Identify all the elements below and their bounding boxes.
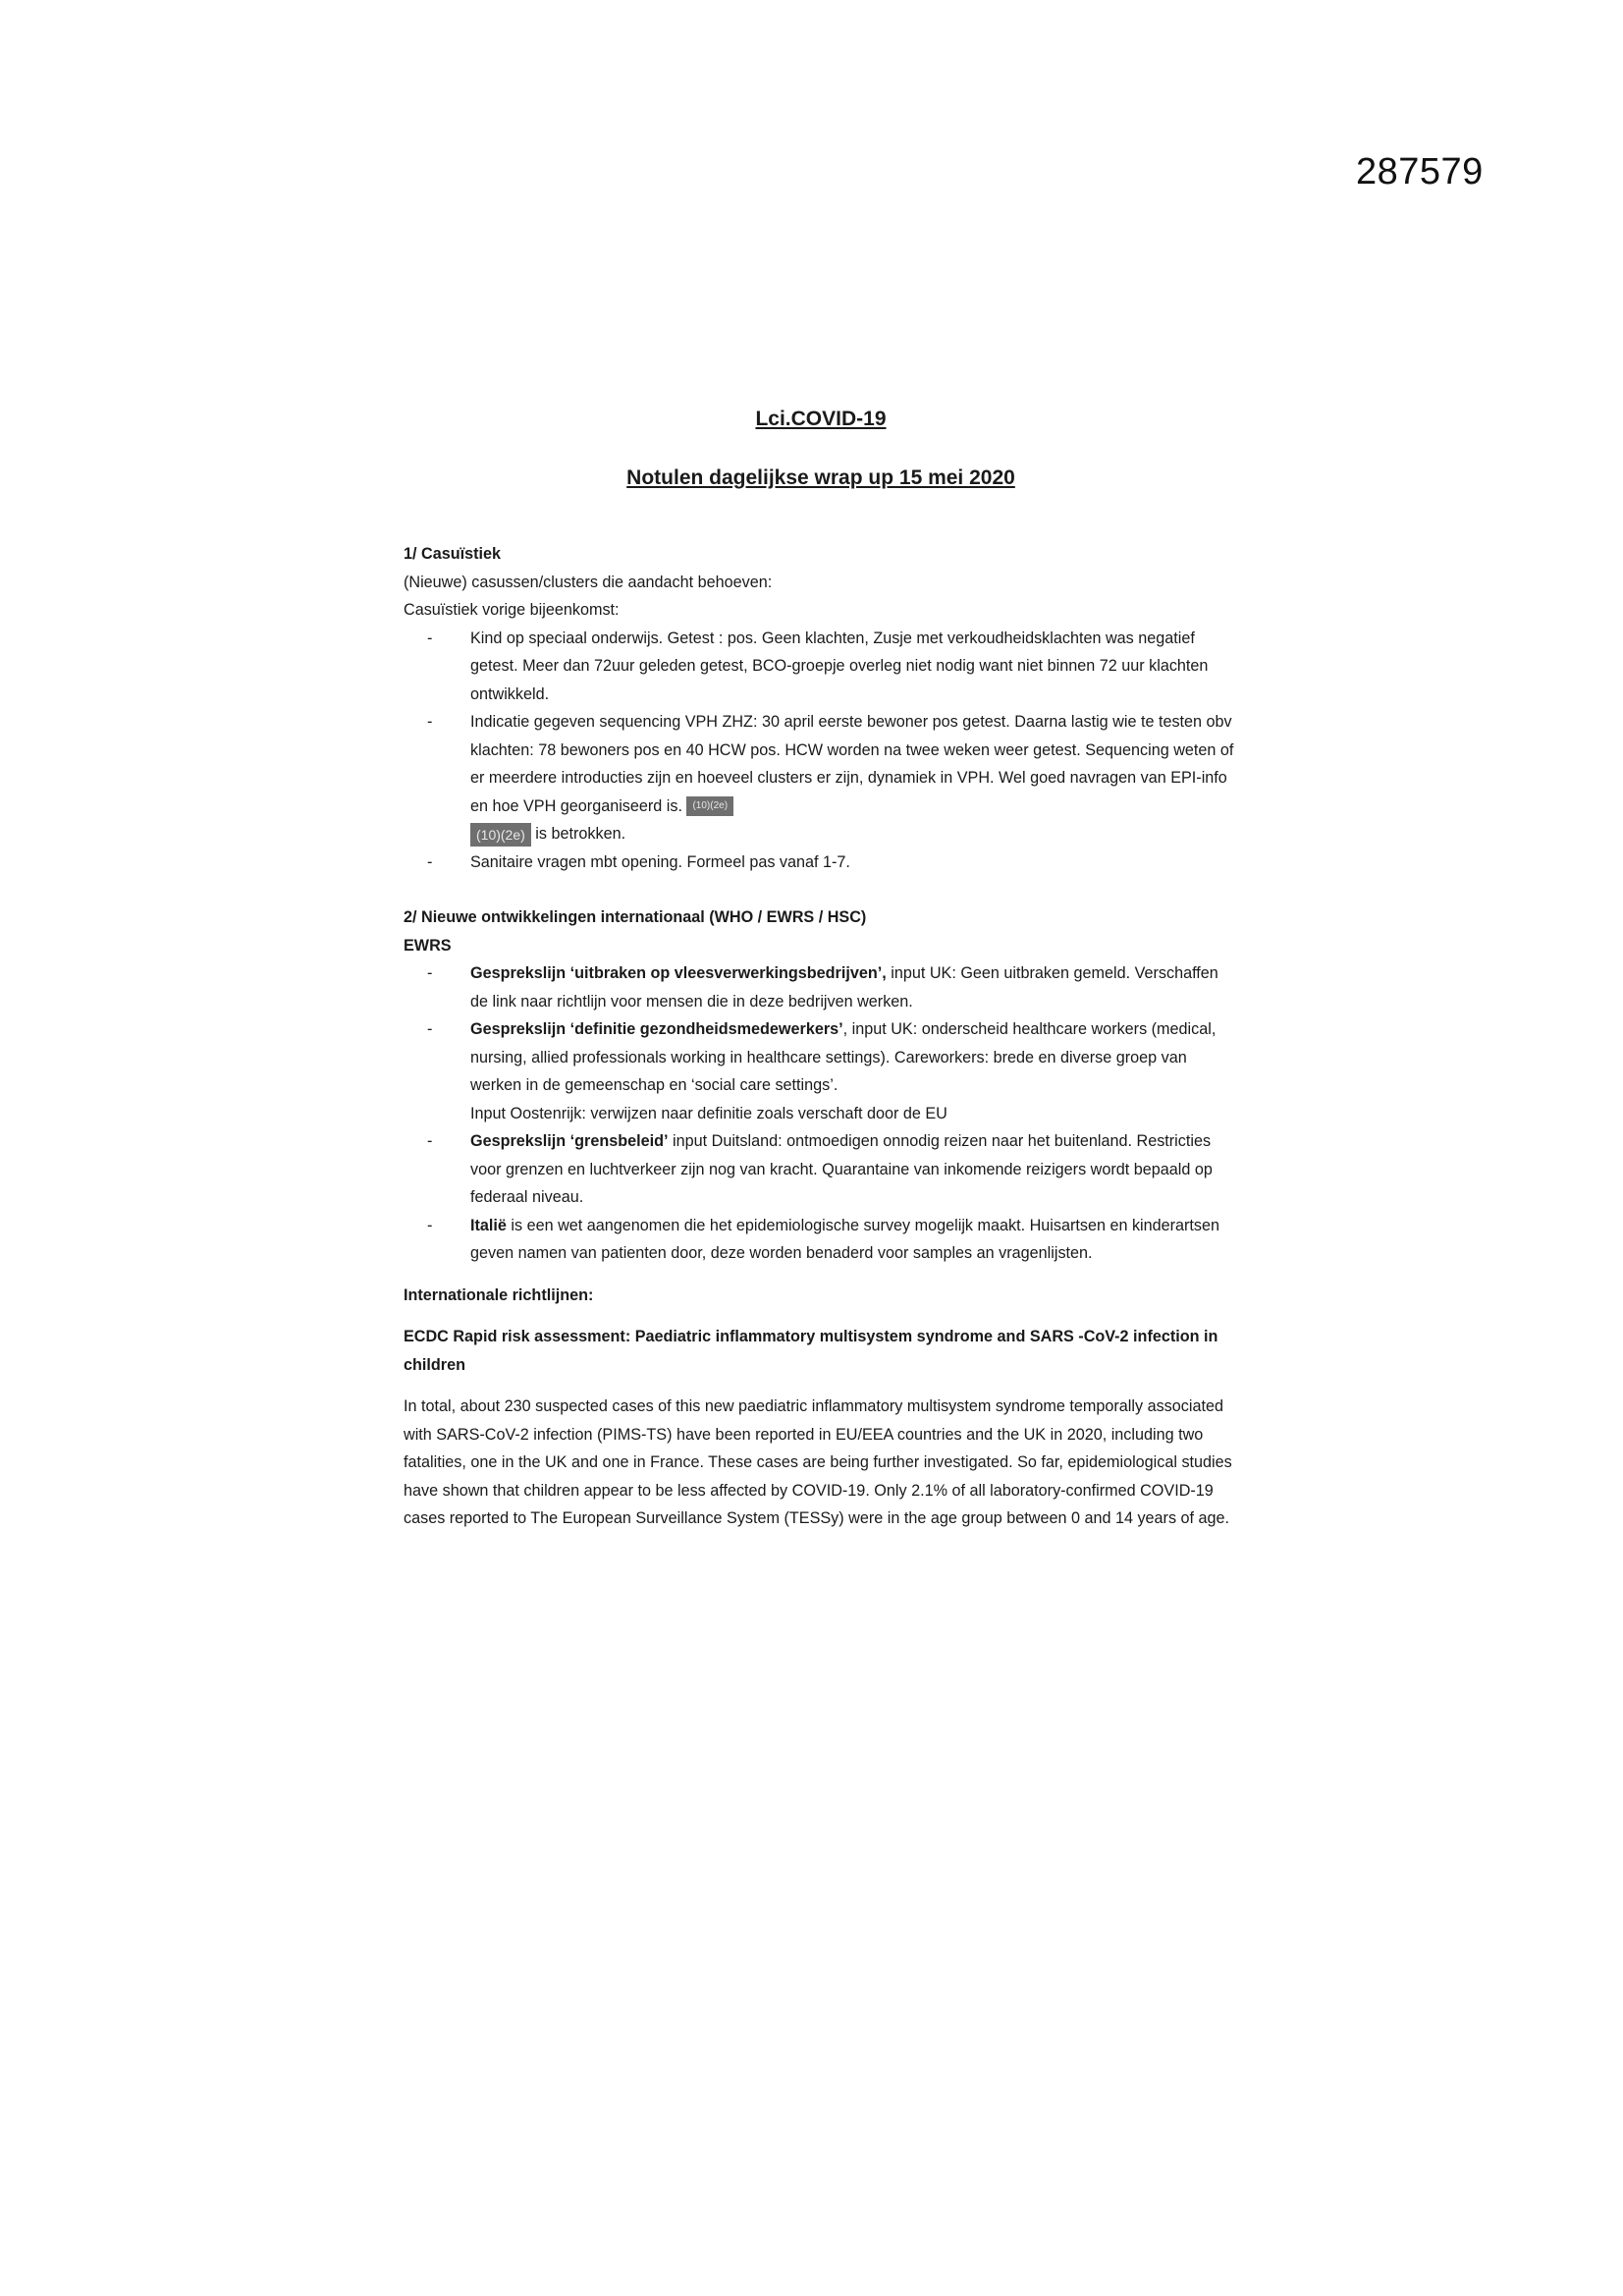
section-casuistiek <box>404 540 1238 876</box>
list-item: - Sanitaire vragen mbt opening. Formeel pas vanaf 1-7. <box>427 848 1238 877</box>
section-heading: 1/ Casuïstiek <box>404 545 501 563</box>
paragraph: (Nieuwe) casussen/clusters die aandacht behoeven: <box>404 573 773 591</box>
redaction-box: (10)(2e) <box>686 796 733 816</box>
case-list <box>404 625 1238 877</box>
list-item: - Gesprekslijn ‘grensbeleid’ input Duitsland: ontmoedigen onnodig reizen naar het buitenland. Restricties voor grenzen en luchtverkeer zijn nog van kracht. Quarantaine van inkomende reizigers wordt bepaald op federaal niveau. <box>427 1127 1238 1212</box>
subsection-heading: EWRS <box>404 936 452 955</box>
list-item: - Indicatie gegeven sequencing VPH ZHZ: 30 april eerste bewoner pos getest. Daarna lastig wie te testen obv klachten: 78 bewoners pos en 40 HCW pos. HCW worden na twee weken weer getest. Sequencing weten of er meerdere introducties zijn en hoeveel clusters er zijn, dynamiek in VPH. Wel goed navragen van EPI-info en hoe VPH georganiseerd is. (10)(2e) (10)(2e) is betrokken. <box>427 708 1238 848</box>
document-id-number: 287579 <box>1356 151 1484 192</box>
ewrs-list <box>404 959 1238 1268</box>
document-subtitle: Notulen dagelijkse wrap up 15 mei 2020 <box>626 466 1015 489</box>
list-item: - Gesprekslijn ‘uitbraken op vleesverwerkingsbedrijven’, input UK: Geen uitbraken gemeld. Verschaffen de link naar richtlijn voor mensen die in deze bedrijven werken. <box>427 959 1238 1015</box>
section-internationaal <box>404 903 1238 1533</box>
document-title: Lci.COVID-19 <box>755 408 887 430</box>
paragraph: Casuïstiek vorige bijeenkomst: <box>404 601 620 619</box>
ecdc-paragraph: In total, about 230 suspected cases of this new paediatric inflammatory multisystem syndrome temporally associated with SARS-CoV-2 infection (PIMS-TS) have been reported in EU/EEA countries and the UK in 2020, including two fatalities, one in the UK and one in France. These cases are being further investigated. So far, epidemiological studies have shown that children appear to be less affected by COVID-19. Only 2.1% of all laboratory-confirmed COVID-19 cases reported to The European Surveillance System (TESSy) were in the age group between 0 and 14 years of age. <box>404 1397 1232 1527</box>
document-body <box>404 403 1238 1533</box>
ecdc-heading: ECDC Rapid risk assessment: Paediatric inflammatory multisystem syndrome and SARS -CoV-2 infection in children <box>404 1328 1218 1374</box>
list-item: - Gesprekslijn ‘definitie gezondheidsmedewerkers’, input UK: onderscheid healthcare workers (medical, nursing, allied professionals working in healthcare settings). Careworkers: brede en diverse groep van werken in de gemeenschap en ‘social care settings’. Input Oostenrijk: verwijzen naar definitie zoals verschaft door de EU <box>427 1015 1238 1127</box>
redaction-box: (10)(2e) <box>470 823 531 847</box>
section-heading: 2/ Nieuwe ontwikkelingen internationaal (WHO / EWRS / HSC) <box>404 908 867 926</box>
list-item: - Kind op speciaal onderwijs. Getest : pos. Geen klachten, Zusje met verkoudheidsklachten was negatief getest. Meer dan 72uur geleden getest, BCO-groepje overleg niet nodig want niet binnen 72 uur klachten ontwikkeld. <box>427 625 1238 709</box>
international-guidelines-heading: Internationale richtlijnen: <box>404 1285 594 1304</box>
list-item: - Italië is een wet aangenomen die het epidemiologische survey mogelijk maakt. Huisartsen en kinderartsen geven namen van patienten door, deze worden benaderd voor samples an vragenlijsten. <box>427 1212 1238 1268</box>
